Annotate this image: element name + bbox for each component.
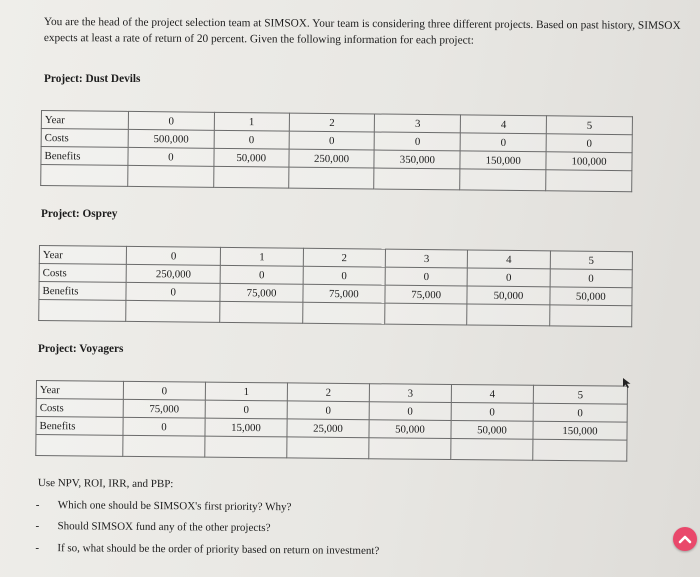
table-row [36, 435, 627, 462]
table-cell: 250,000 [126, 264, 221, 283]
project-title-dust-devils: Project: Dust Devils [44, 73, 141, 85]
table-cell: 0 [123, 417, 205, 436]
table-cell: 150,000 [460, 151, 546, 170]
table-cell [533, 439, 627, 461]
table-cell: 1 [221, 247, 303, 266]
table-cell: 75,000 [385, 285, 467, 304]
table-cell [460, 169, 546, 191]
table-cell [288, 167, 374, 189]
osprey-table [38, 245, 633, 327]
table-cell: 0 [128, 111, 214, 130]
table-cell [374, 168, 460, 190]
table-cell: 1 [214, 112, 289, 131]
table-cell: 0 [451, 402, 533, 421]
table-cell: 500,000 [128, 129, 214, 148]
table-cell: 3 [369, 384, 451, 403]
question-list [37, 494, 458, 562]
row-label: Year [39, 246, 126, 265]
table-cell: 100,000 [546, 152, 632, 171]
table-cell: 4 [461, 115, 547, 134]
table-cell: 0 [303, 266, 385, 285]
table-cell: 5 [550, 251, 633, 270]
table-cell: 0 [369, 402, 451, 421]
table-cell: 50,000 [550, 287, 633, 306]
table-cell: 0 [289, 131, 375, 150]
row-label: Benefits [41, 147, 128, 166]
table-cell [126, 300, 221, 322]
table-cell: 3 [375, 114, 461, 133]
row-label: Costs [41, 129, 128, 148]
project-title-osprey: Project: Osprey [41, 208, 118, 220]
table-cell: 0 [460, 133, 546, 152]
table-cell: 0 [533, 403, 627, 422]
question-item: - Should SIMSOX fund any of the other projects? [37, 516, 457, 541]
table-cell: 0 [550, 269, 633, 288]
table-cell: 1 [205, 382, 287, 401]
table-cell: 75,000 [303, 284, 385, 303]
table-cell [546, 170, 632, 192]
cursor-icon [622, 377, 632, 389]
table-cell [39, 300, 126, 322]
table-cell: 0 [221, 265, 303, 284]
table-cell: 75,000 [123, 399, 205, 418]
table-cell: 0 [126, 246, 221, 265]
table-cell: 0 [385, 267, 467, 286]
table-cell: 50,000 [369, 420, 451, 439]
table-cell: 0 [205, 400, 287, 419]
table-cell: 0 [287, 401, 369, 420]
table-cell: 2 [287, 383, 369, 402]
table-cell [369, 438, 451, 460]
row-label: Costs [36, 399, 123, 418]
table-cell: 4 [451, 384, 533, 403]
table-cell: 50,000 [467, 286, 549, 305]
row-label: Benefits [36, 417, 123, 436]
table-cell: 0 [375, 132, 461, 151]
table-cell: 2 [303, 248, 385, 267]
table-cell: 5 [533, 385, 627, 404]
table-cell [467, 304, 550, 326]
table-cell [549, 305, 632, 327]
table-cell: 0 [126, 282, 221, 301]
table-cell: 75,000 [220, 283, 302, 302]
chevron-up-icon [678, 534, 692, 544]
table-cell [385, 303, 468, 325]
table-cell: 4 [468, 250, 550, 269]
table-cell [302, 302, 385, 324]
scroll-up-button[interactable] [673, 527, 697, 551]
voyagers-table [35, 380, 628, 462]
project-title-voyagers: Project: Voyagers [38, 343, 124, 355]
table-cell: 50,000 [451, 420, 533, 439]
table-cell: 0 [123, 381, 205, 400]
table-cell: 2 [289, 113, 375, 132]
table-cell: 0 [128, 147, 214, 166]
table-cell: 0 [546, 134, 632, 153]
row-label: Year [36, 381, 123, 400]
table-cell: 350,000 [374, 150, 460, 169]
question-item: - If so, what should be the order of priority based on return on investment? [37, 537, 457, 562]
table-cell [214, 166, 289, 188]
table-cell [41, 165, 128, 187]
intro-paragraph: You are the head of the project selection team at SIMSOX. Your team is considering three different projects. Based on past history, SIMSOX expects at least a rate of return of 20 percent. Given the following information for each project: [43, 15, 681, 47]
table-cell [123, 435, 205, 457]
questions-block [37, 473, 458, 563]
table-cell [36, 435, 123, 457]
table-cell: 0 [467, 268, 549, 287]
table-cell [451, 438, 533, 460]
row-label: Costs [39, 264, 126, 283]
table-cell: 25,000 [287, 419, 369, 438]
table-cell: 250,000 [289, 149, 375, 168]
table-cell: 50,000 [214, 148, 289, 167]
table-cell: 15,000 [205, 418, 287, 437]
table-cell [220, 301, 303, 323]
instructions-line: Use NPV, ROI, IRR, and PBP: [37, 476, 174, 491]
table-cell [128, 165, 214, 187]
table-cell: 3 [385, 249, 467, 268]
row-label: Year [41, 111, 128, 130]
table-cell: 150,000 [533, 421, 627, 440]
question-item: - Which one should be SIMSOX's first priority? Why? [38, 494, 458, 519]
table-cell: 0 [214, 130, 289, 149]
table-cell: 5 [546, 116, 632, 135]
row-label: Benefits [39, 282, 126, 301]
table-cell [205, 436, 287, 458]
table-cell [287, 437, 369, 459]
dust-devils-table [40, 110, 633, 192]
